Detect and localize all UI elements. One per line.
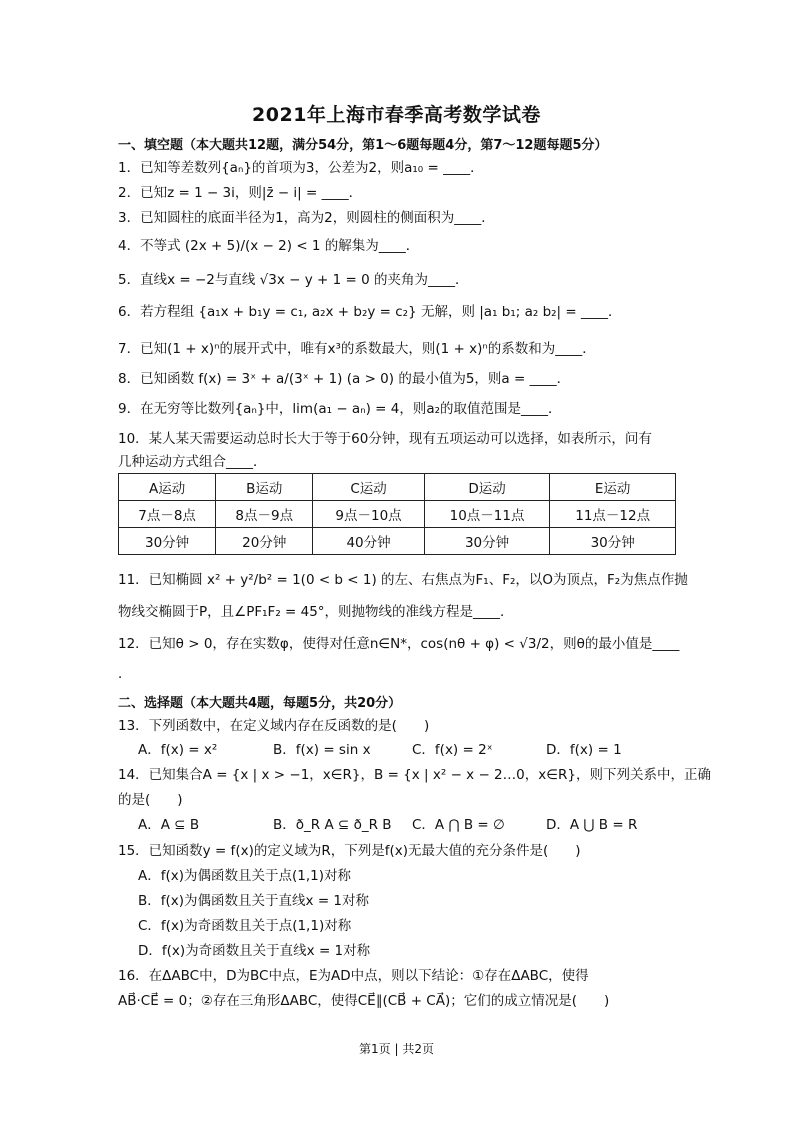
question-10-line2: 几种运动方式组合____． bbox=[118, 454, 267, 470]
q14-option-b: B．ð_R A ⊆ ð_R B bbox=[273, 817, 392, 833]
question-13: 13．下列函数中，在定义域内存在反函数的是( ) bbox=[118, 718, 430, 734]
q14-option-d: D．A ⋃ B = R bbox=[546, 817, 638, 833]
section-heading-choice: 二、选择题（本大题共4题，每题5分，共20分） bbox=[118, 696, 402, 711]
table-cell: 10点－11点 bbox=[424, 501, 550, 528]
table-row bbox=[119, 474, 676, 501]
q14-option-c: C．A ⋂ B = ∅ bbox=[412, 817, 505, 833]
page-footer: 第1页 | 共2页 bbox=[359, 1042, 434, 1056]
question-2: 2．已知z = 1 − 3i，则|z̄ − i| = ____． bbox=[118, 185, 363, 201]
table-cell: 30分钟 bbox=[550, 528, 676, 555]
question-7: 7．已知(1 + x)ⁿ的展开式中，唯有x³的系数最大，则(1 + x)ⁿ的系数和为____． bbox=[118, 341, 596, 357]
question-1: 1．已知等差数列{aₙ}的首项为3，公差为2，则a₁₀ = ____． bbox=[118, 160, 484, 176]
table-cell: 11点－12点 bbox=[550, 501, 676, 528]
question-10-line1: 10．某人某天需要运动总时长大于等于60分钟，现有五项运动可以选择，如表所示，问有 bbox=[118, 431, 652, 447]
question-14-line1: 14．已知集合A = {x | x > −1，x∈R}，B = {x | x² − x − 2…0，x∈R}，则下列关系中，正确 bbox=[118, 767, 711, 783]
question-16-line2: AB⃗·CE⃗ = 0；②存在三角形ΔABC，使得CE⃗∥(CB⃗ + CA⃗)；它们的成立情况是( ) bbox=[118, 993, 610, 1009]
table-cell: E运动 bbox=[550, 474, 676, 501]
question-12-line1: 12．已知θ > 0，存在实数φ，使得对任意n∈N*，cos(nθ + φ) < √3/2，则θ的最小值是____ bbox=[118, 636, 680, 652]
table-cell: B运动 bbox=[216, 474, 313, 501]
q15-option-d: D．f(x)为奇函数且关于直线x = 1对称 bbox=[138, 943, 371, 959]
section-heading-fill: 一、填空题（本大题共12题，满分54分，第1～6题每题4分，第7～12题每题5分） bbox=[118, 138, 608, 153]
table-cell: 30分钟 bbox=[424, 528, 550, 555]
question-5: 5．直线x = −2与直线 √3x − y + 1 = 0 的夹角为____． bbox=[118, 272, 469, 288]
q13-option-d: D．f(x) = 1 bbox=[546, 742, 622, 758]
question-9: 9．在无穷等比数列{aₙ}中，lim(a₁ − aₙ) = 4，则a₂的取值范围是____． bbox=[118, 401, 562, 417]
question-11-line1: 11．已知椭圆 x² + y²/b² = 1(0 < b < 1) 的左、右焦点为F₁、F₂，以O为顶点，F₂为焦点作抛 bbox=[118, 572, 688, 588]
table-cell: A运动 bbox=[119, 474, 216, 501]
question-3: 3．已知圆柱的底面半径为1，高为2，则圆柱的侧面积为____． bbox=[118, 210, 495, 226]
table-row bbox=[119, 528, 676, 555]
table-cell: 7点－8点 bbox=[119, 501, 216, 528]
table-cell: 40分钟 bbox=[313, 528, 424, 555]
table-cell: 20分钟 bbox=[216, 528, 313, 555]
question-11-line2: 物线交椭圆于P，且∠PF₁F₂ = 45°，则抛物线的准线方程是____． bbox=[118, 604, 514, 620]
question-12-line2: ． bbox=[118, 666, 132, 682]
q14-option-a: A．A ⊆ B bbox=[138, 817, 200, 833]
table-cell: D运动 bbox=[424, 474, 550, 501]
q15-option-c: C．f(x)为奇函数且关于点(1,1)对称 bbox=[138, 918, 352, 934]
table-row bbox=[119, 501, 676, 528]
question-4: 4．不等式 (2x + 5)/(x − 2) < 1 的解集为____． bbox=[118, 238, 420, 254]
question-16-line1: 16．在ΔABC中，D为BC中点，E为AD中点，则以下结论：①存在ΔABC，使得 bbox=[118, 968, 589, 984]
q15-option-b: B．f(x)为偶函数且关于直线x = 1对称 bbox=[138, 893, 370, 909]
table-cell: C运动 bbox=[313, 474, 424, 501]
page-title: 2021年上海市春季高考数学试卷 bbox=[252, 104, 541, 126]
q13-option-b: B．f(x) = sin x bbox=[273, 742, 371, 758]
exercise-table bbox=[118, 473, 676, 555]
table-cell: 9点－10点 bbox=[313, 501, 424, 528]
table-cell: 8点－9点 bbox=[216, 501, 313, 528]
q13-option-c: C．f(x) = 2ˣ bbox=[412, 742, 493, 758]
question-14-line2: 的是( ) bbox=[118, 792, 183, 808]
question-15: 15．已知函数y = f(x)的定义域为R，下列是f(x)无最大值的充分条件是( ) bbox=[118, 843, 581, 859]
question-8: 8．已知函数 f(x) = 3ˣ + a/(3ˣ + 1) (a > 0) 的最小值为5，则a = ____． bbox=[118, 371, 571, 387]
question-6: 6．若方程组 {a₁x + b₁y = c₁, a₂x + b₂y = c₂} 无解，则 |a₁ b₁; a₂ b₂| = ____． bbox=[118, 304, 622, 320]
table-cell: 30分钟 bbox=[119, 528, 216, 555]
q15-option-a: A．f(x)为偶函数且关于点(1,1)对称 bbox=[138, 868, 352, 884]
q13-option-a: A．f(x) = x² bbox=[138, 742, 218, 758]
